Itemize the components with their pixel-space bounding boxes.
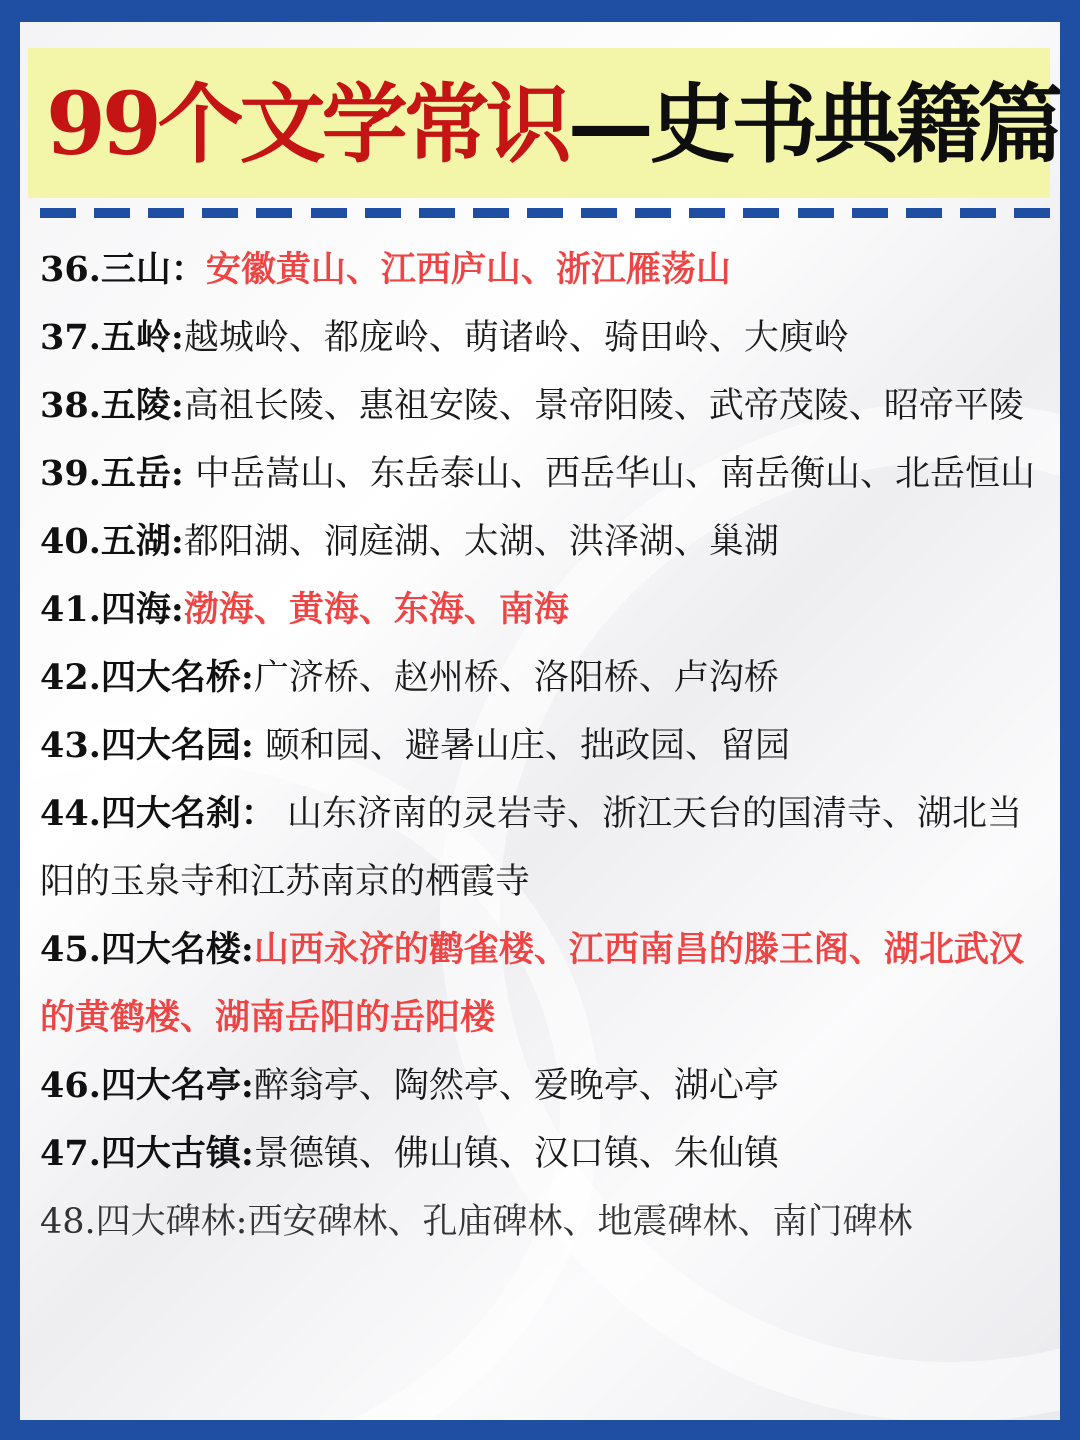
item-label: 43.四大名园: <box>40 725 254 766</box>
item-label: 44.四大名刹： <box>40 793 276 834</box>
item-text: 颐和园、避暑山庄、拙政园、留园 <box>253 726 790 766</box>
list-item <box>40 644 1052 712</box>
list-item <box>40 304 1052 372</box>
list-item <box>40 1188 1052 1256</box>
item-label: 48.四大碑林: <box>40 1202 248 1242</box>
item-label: 46.四大名亭: <box>40 1065 254 1106</box>
item-text: 高祖长陵、惠祖安陵、景帝阳陵、武帝茂陵、昭帝平陵 <box>183 386 1024 426</box>
item-label: 37.五岭: <box>40 317 184 358</box>
item-label: 42.四大名桥: <box>40 657 254 698</box>
item-text: 西安碑林、孔庙碑林、地震碑林、南门碑林 <box>247 1202 913 1242</box>
list-item <box>40 576 1052 644</box>
item-list <box>40 236 1052 1256</box>
item-label: 45.四大名楼: <box>40 929 254 970</box>
item-text: 都阳湖、洞庭湖、太湖、洪泽湖、巢湖 <box>183 522 779 562</box>
page-frame <box>20 22 1060 1420</box>
list-item <box>40 372 1052 440</box>
item-label: 47.四大古镇: <box>40 1133 254 1174</box>
list-item <box>40 1052 1052 1120</box>
list-item <box>40 508 1052 576</box>
item-text: 景德镇、佛山镇、汉口镇、朱仙镇 <box>253 1134 779 1174</box>
item-label: 38.五陵: <box>40 385 184 426</box>
item-text: 安徽黄山、江西庐山、浙江雁荡山 <box>205 249 731 290</box>
item-label: 40.五湖: <box>40 521 184 562</box>
item-label: 41.四海: <box>40 589 184 630</box>
item-label: 39.五岳: <box>40 453 184 494</box>
item-label: 36.三山： <box>40 249 206 290</box>
title-red-part: 99个文学常识 <box>46 74 568 175</box>
title-banner <box>28 48 1060 198</box>
item-text: 山西永济的鹳雀楼、江西南昌的滕王阁、湖北武汉的黄鹤楼、湖南岳阳的岳阳楼 <box>40 929 1024 1038</box>
dashed-divider <box>40 208 1050 218</box>
item-text: 越城岭、都庞岭、萌诸岭、骑田岭、大庾岭 <box>183 318 849 358</box>
title-black-part: —史书典籍篇 <box>567 74 1060 175</box>
list-item <box>40 440 1052 508</box>
item-text: 渤海、黄海、东海、南海 <box>183 589 569 630</box>
item-text: 醉翁亭、陶然亭、爱晚亭、湖心亭 <box>253 1066 779 1106</box>
list-item <box>40 1120 1052 1188</box>
list-item <box>40 916 1052 1052</box>
list-item <box>40 236 1052 304</box>
list-item <box>40 780 1052 916</box>
item-text: 中岳嵩山、东岳泰山、西岳华山、南岳衡山、北岳恒山 <box>183 454 1035 494</box>
page-title <box>46 70 1060 180</box>
item-text: 山东济南的灵岩寺、浙江天台的国清寺、湖北当阳的玉泉寺和江苏南京的栖霞寺 <box>40 794 1023 902</box>
list-item <box>40 712 1052 780</box>
item-text: 广济桥、赵州桥、洛阳桥、卢沟桥 <box>253 658 779 698</box>
